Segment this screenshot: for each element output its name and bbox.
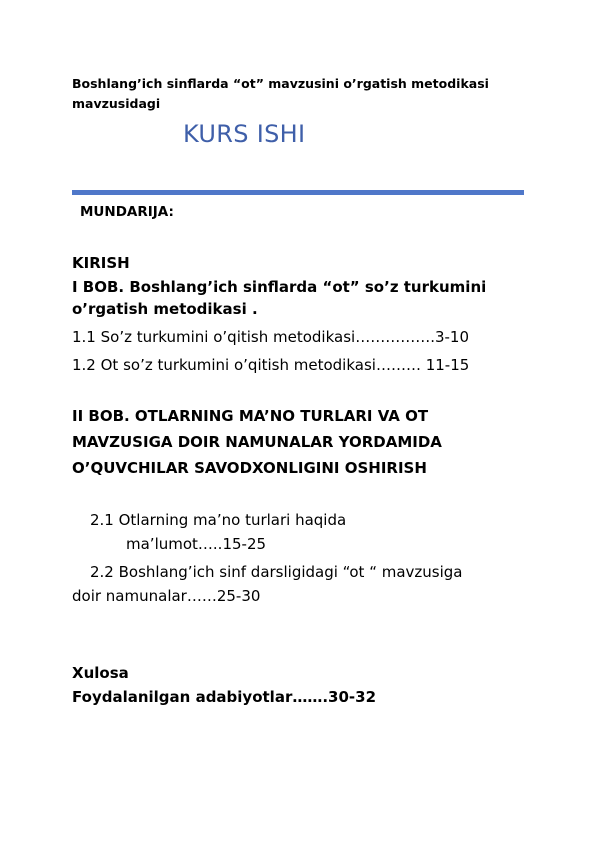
toc-item-2-1-line2: ma’lumot…..15-25 [126, 535, 267, 553]
toc-chapter1-line1: I BOB. Boshlang’ich sinflarda “ot” so’z turkumini [72, 278, 487, 296]
toc-item-2-1-line1: 2.1 Otlarning ma’no turlari haqida [90, 511, 347, 529]
toc-item-2-2-line1: 2.2 Boshlang’ich sinf darsligidagi “ot “ mavzusiga [90, 563, 463, 581]
toc-item-1-2: 1.2 Ot so’z turkumini o’qitish metodikasi……… 11-15 [72, 356, 470, 374]
toc-chapter1-line2: o’rgatish metodikasi . [72, 300, 258, 318]
toc-intro: KIRISH [72, 254, 130, 272]
toc-chapter2-line1: II BOB. OTLARNING MA’NO TURLARI VA OT [72, 407, 429, 425]
document-subtitle: Boshlang’ich sinflarda “ot” mavzusini o’rgatish metodikasi mavzusidagi [72, 76, 489, 111]
toc-conclusion: Xulosa [72, 664, 129, 682]
toc-item-1-1: 1.1 So’z turkumini o’qitish metodikasi…………….3-10 [72, 328, 470, 346]
toc-references: Foydalanilgan adabiyotlar…….30-32 [72, 688, 377, 706]
toc-item-2-2-line2: doir namunalar……25-30 [72, 587, 261, 605]
contents-heading: MUNDARIJA: [80, 204, 174, 220]
toc-chapter2-line2: MAVZUSIGA DOIR NAMUNALAR YORDAMIDA [72, 433, 442, 451]
toc-chapter2-line3: O’QUVCHILAR SAVODXONLIGINI OSHIRISH [72, 459, 427, 477]
title-divider [72, 190, 524, 195]
document-title: KURS ISHI [183, 120, 306, 148]
